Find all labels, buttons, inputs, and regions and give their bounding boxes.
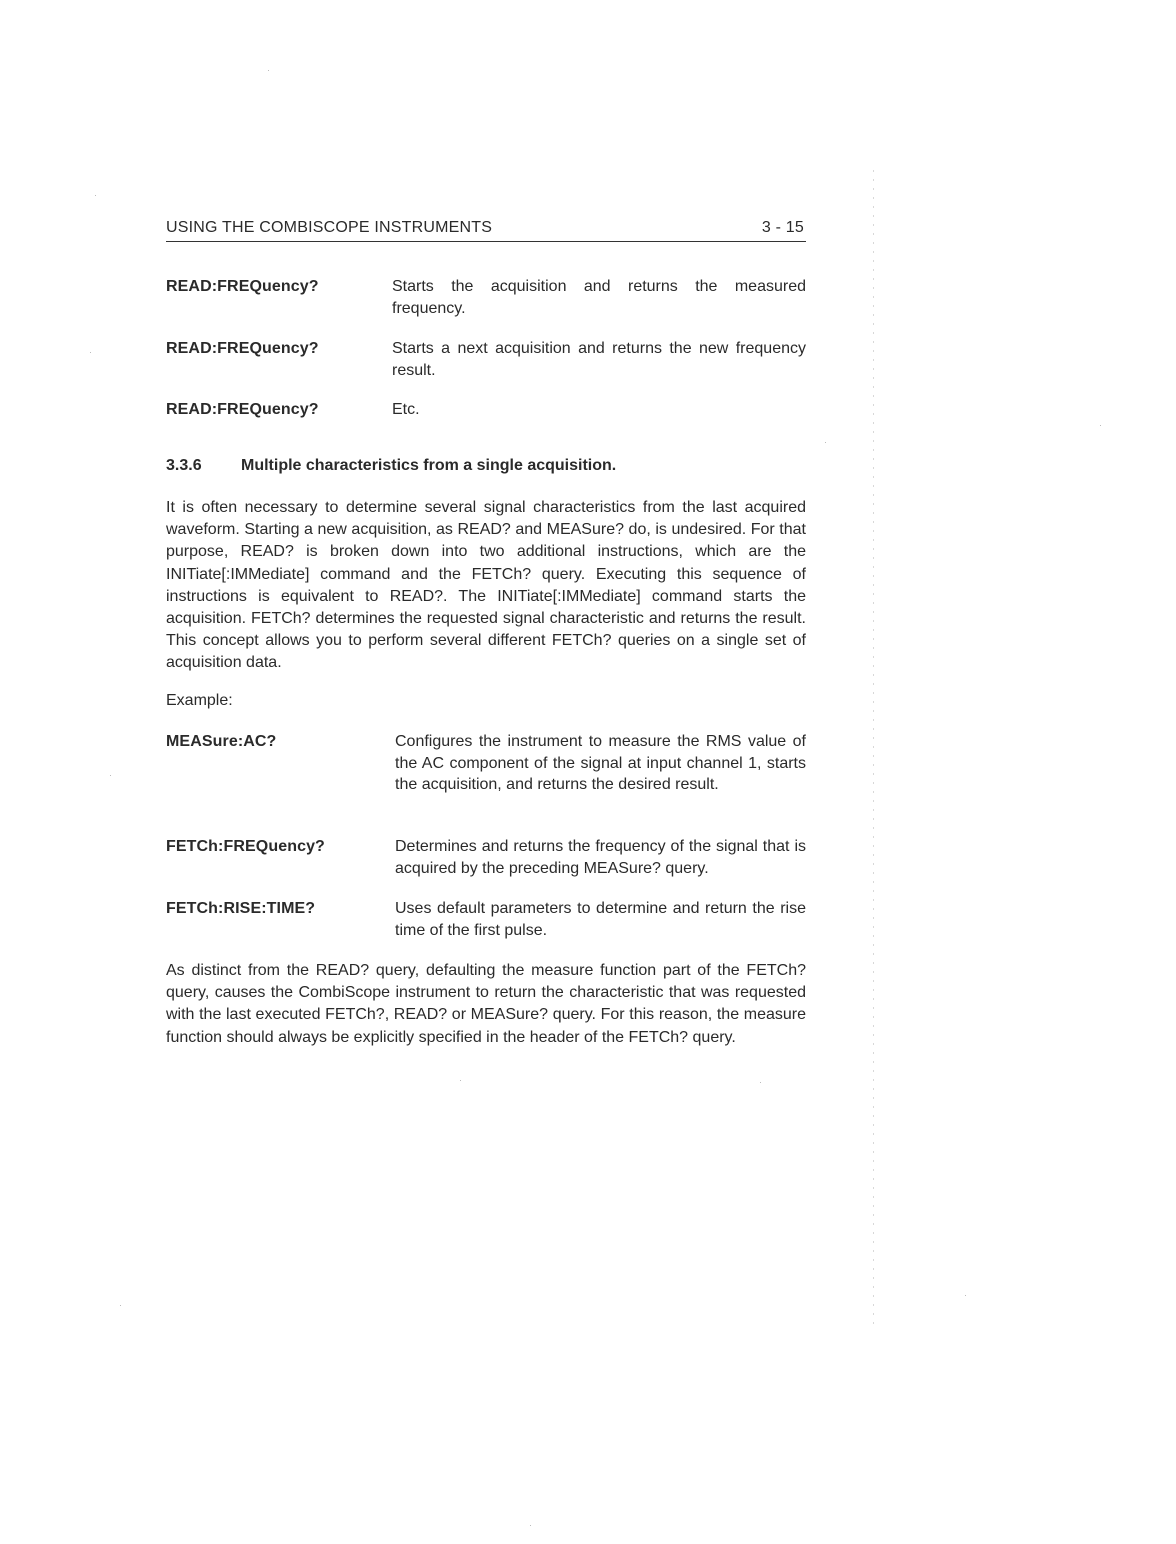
scan-speck xyxy=(530,1525,531,1526)
example-label: Example: xyxy=(166,692,233,709)
scan-speck xyxy=(460,1080,461,1081)
body-paragraph: It is often necessary to determine several signal characteristics from the last acquired waveform. Starting a new acquisition, as READ? and MEASure? do, is undesired. For that purpose, READ? is broken down into two additional instructions, which are the INITiate[:IMMediate] command and the FETCh? query. Executing this sequence of instructions is equivalent to READ?. The INITiate[:IMMediate] command starts the acquisition. FETCh? determines the requested signal characteristic and returns the result. This concept allows you to perform several different FETCh? queries on a single set of acquisition data. xyxy=(166,499,806,672)
command-name: READ:FREQuency? xyxy=(166,278,319,295)
scan-speck xyxy=(110,775,111,776)
scan-speck xyxy=(120,1305,121,1306)
command-name: MEASure:AC? xyxy=(166,733,277,750)
command-description: Starts the acquisition and returns the measured frequency. xyxy=(392,278,806,317)
command-description: Etc. xyxy=(392,401,420,418)
scan-speck xyxy=(95,195,96,196)
section-title: Multiple characteristics from a single acquisition. xyxy=(241,457,617,474)
command-name: FETCh:FREQuency? xyxy=(166,838,325,855)
scan-speck xyxy=(268,70,269,71)
command-name: FETCh:RISE:TIME? xyxy=(166,900,316,917)
section-number: 3.3.6 xyxy=(166,457,202,474)
scan-speck xyxy=(90,352,91,353)
command-description: Starts a next acquisition and returns the new frequency result. xyxy=(392,340,806,379)
scan-margin-dots xyxy=(873,170,874,1330)
header-title: USING THE COMBISCOPE INSTRUMENTS xyxy=(166,219,493,236)
scan-speck xyxy=(965,1295,966,1296)
running-header xyxy=(166,219,806,242)
scan-speck xyxy=(825,442,826,443)
command-name: READ:FREQuency? xyxy=(166,340,319,357)
page-number: 3 - 15 xyxy=(761,219,804,236)
scan-speck xyxy=(1100,425,1101,426)
command-description: Configures the instrument to measure the RMS value of the AC component of the signal at input channel 1, starts the acquisition, and returns the desired result. xyxy=(395,733,806,793)
scan-speck xyxy=(760,1082,761,1083)
command-name: READ:FREQuency? xyxy=(166,401,319,418)
command-description: Determines and returns the frequency of the signal that is acquired by the preceding MEASure? query. xyxy=(395,838,806,877)
body-paragraph: As distinct from the READ? query, defaulting the measure function part of the FETCh? query, causes the CombiScope instrument to return the characteristic that was requested with the last executed FETCh?, READ? or MEASure? query. For this reason, the measure function should always be explicitly specified in the header of the FETCh? query. xyxy=(166,962,806,1046)
command-description: Uses default parameters to determine and return the rise time of the first pulse. xyxy=(395,900,806,939)
